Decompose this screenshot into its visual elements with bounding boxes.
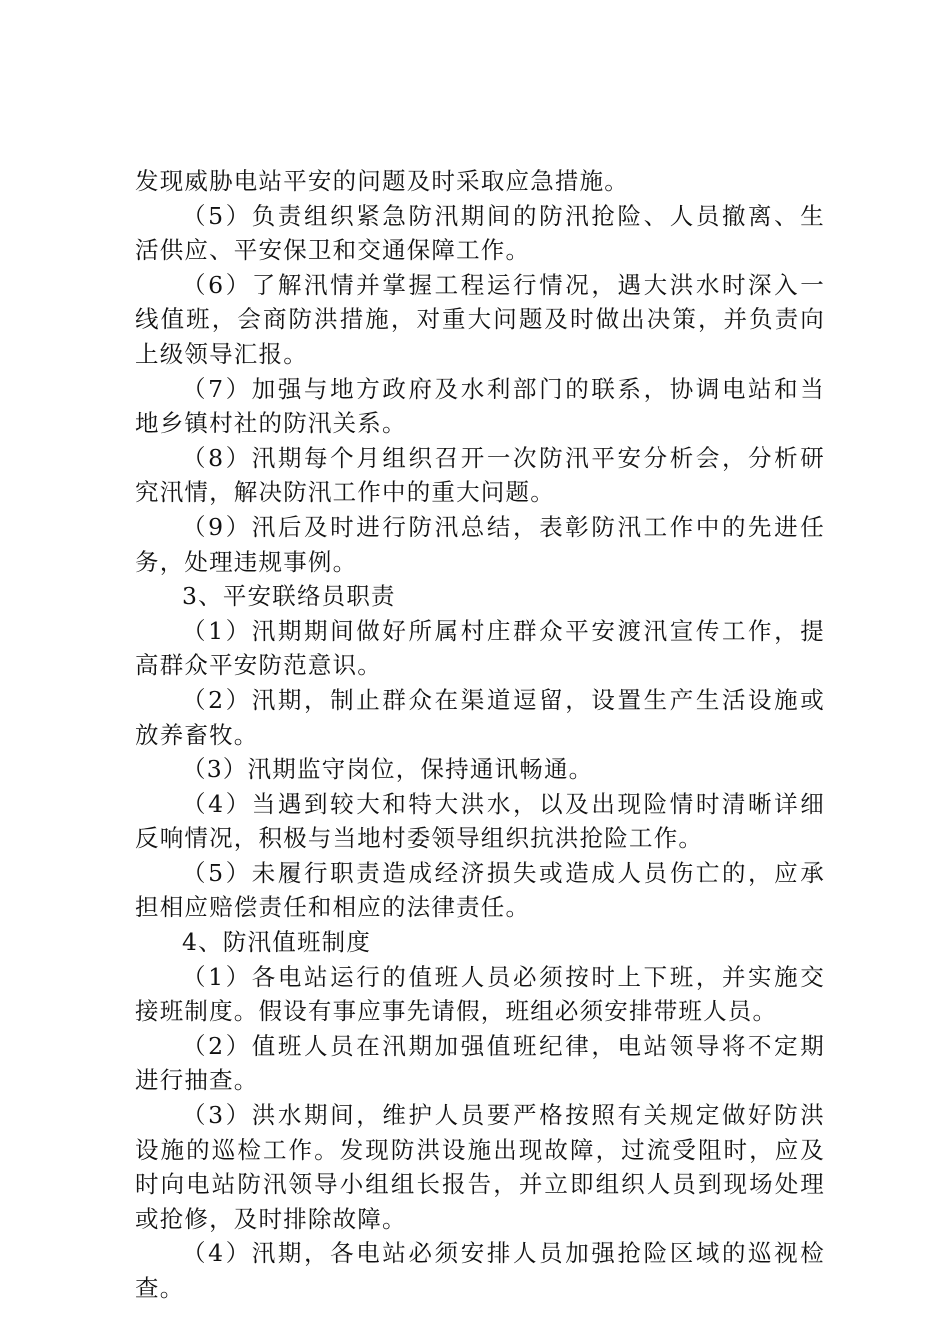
text-line: （4）汛期，各电站必须安排人员加强抢险区域的巡视检 bbox=[182, 1239, 825, 1268]
section-heading: 4、防汛值班制度 bbox=[182, 928, 372, 957]
text-line: （3）汛期监守岗位，保持通讯畅通。 bbox=[182, 755, 594, 784]
text-line: 时向电站防汛领导小组组长报告，并立即组织人员到现场处理 bbox=[135, 1170, 825, 1199]
text-line: 放养畜牧。 bbox=[135, 720, 259, 749]
text-line: （8）汛期每个月组织召开一次防汛平安分析会，分析研 bbox=[182, 443, 825, 472]
text-line: 线值班，会商防洪措施，对重大问题及时做出决策，并负责向 bbox=[135, 305, 825, 334]
text-line: （6）了解汛情并掌握工程运行情况，遇大洪水时深入一 bbox=[182, 270, 825, 299]
text-line: （2）汛期，制止群众在渠道逗留，设置生产生活设施或 bbox=[182, 685, 825, 714]
text-line: 接班制度。假设有事应事先请假，班组必须安排带班人员。 bbox=[135, 997, 778, 1026]
text-line: 上级领导汇报。 bbox=[135, 339, 308, 368]
text-line: 反响情况，积极与当地村委领导组织抗洪抢险工作。 bbox=[135, 824, 704, 853]
text-line: 活供应、平安保卫和交通保障工作。 bbox=[135, 236, 531, 265]
text-line: （7）加强与地方政府及水利部门的联系，协调电站和当 bbox=[182, 374, 825, 403]
text-line: （5）未履行职责造成经济损失或造成人员伤亡的，应承 bbox=[182, 858, 825, 887]
section-heading: 3、平安联络员职责 bbox=[182, 582, 396, 611]
text-line: （9）汛后及时进行防汛总结，表彰防汛工作中的先进任 bbox=[182, 512, 825, 541]
document-body bbox=[135, 164, 825, 1306]
text-line: 查。 bbox=[135, 1274, 185, 1302]
text-line: （1）各电站运行的值班人员必须按时上下班，并实施交 bbox=[182, 962, 825, 991]
text-line: （1）汛期期间做好所属村庄群众平安渡汛宣传工作，提 bbox=[182, 616, 825, 645]
text-line: 设施的巡检工作。发现防洪设施出现故障，过流受阻时，应及 bbox=[135, 1135, 825, 1164]
text-line: 究汛情，解决防汛工作中的重大问题。 bbox=[135, 478, 555, 507]
text-line: （3）洪水期间，维护人员要严格按照有关规定做好防洪 bbox=[182, 1101, 825, 1130]
text-line: （5）负责组织紧急防汛期间的防汛抢险、人员撤离、生 bbox=[182, 201, 825, 230]
text-line: 发现威胁电站平安的问题及时采取应急措施。 bbox=[135, 167, 629, 195]
text-line: （4）当遇到较大和特大洪水，以及出现险情时清晰详细 bbox=[182, 789, 825, 818]
text-line: 高群众平安防范意识。 bbox=[135, 651, 382, 680]
text-line: 或抢修，及时排除故障。 bbox=[135, 1204, 407, 1233]
text-line: 进行抽查。 bbox=[135, 1066, 259, 1095]
text-line: 担相应赔偿责任和相应的法律责任。 bbox=[135, 893, 531, 922]
text-line: （2）值班人员在汛期加强值班纪律，电站领导将不定期 bbox=[182, 1031, 825, 1060]
text-line: 地乡镇村社的防汛关系。 bbox=[135, 409, 407, 438]
text-line: 务，处理违规事例。 bbox=[135, 547, 358, 576]
